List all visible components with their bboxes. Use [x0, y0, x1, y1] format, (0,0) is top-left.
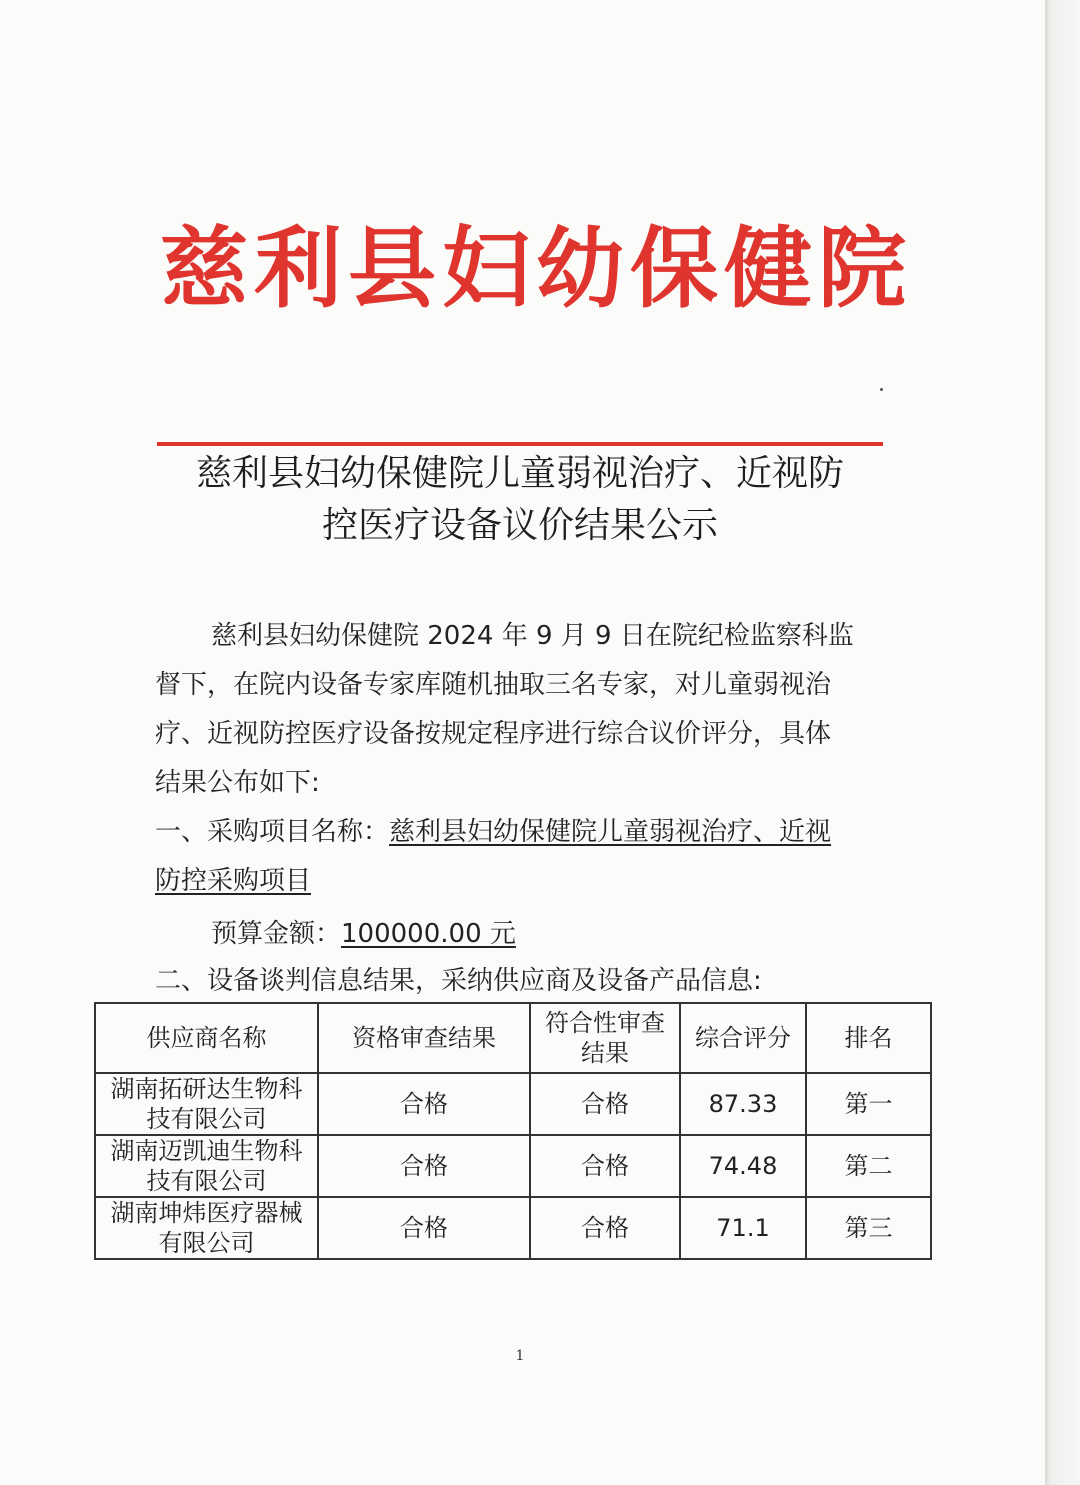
- masthead-title: 慈利县妇幼保健院: [160, 216, 913, 320]
- red-divider-line: [157, 442, 883, 446]
- table-row: [95, 1073, 931, 1135]
- supplier-name: 湖南迈凯迪生物科技有限公司: [95, 1135, 318, 1197]
- table-header-row: [95, 1003, 931, 1073]
- table-row: [95, 1135, 931, 1197]
- supplier-name: 湖南坤炜医疗器械有限公司: [95, 1197, 318, 1259]
- header-supplier: 供应商名称: [95, 1003, 318, 1073]
- header-compliance: 符合性审查结果: [530, 1003, 680, 1073]
- rank: 第一: [806, 1073, 931, 1135]
- rank: 第三: [806, 1197, 931, 1259]
- budget-line: [155, 910, 890, 959]
- rank: 第二: [806, 1135, 931, 1197]
- section-1-line: [155, 808, 890, 857]
- scan-edge-shadow: [1045, 0, 1080, 1485]
- document-title-line-1: 慈利县妇幼保健院儿童弱视治疗、近视防: [195, 453, 844, 494]
- page-number: 1: [515, 1348, 525, 1364]
- compliance-result: 合格: [530, 1197, 680, 1259]
- intro-line-2: 督下，在院内设备专家库随机抽取三名专家，对儿童弱视治: [155, 670, 832, 700]
- document-title: [150, 448, 890, 552]
- budget-label: 预算金额：: [211, 919, 342, 949]
- intro-line-4: 结果公布如下:: [155, 768, 320, 798]
- document-title-line-2: 控医疗设备议价结果公示: [321, 505, 718, 546]
- score: 71.1: [680, 1197, 806, 1259]
- qualification-result: 合格: [318, 1135, 530, 1197]
- result-table: [94, 1002, 932, 1260]
- header-qualification: 资格审查结果: [318, 1003, 530, 1073]
- scan-speck: [880, 388, 883, 391]
- qualification-result: 合格: [318, 1197, 530, 1259]
- header-score: 综合评分: [680, 1003, 806, 1073]
- budget-value: 100000.00 元: [341, 919, 516, 949]
- intro-line-3: 疗、近视防控医疗设备按规定程序进行综合议价评分，具体: [155, 719, 832, 749]
- compliance-result: 合格: [530, 1073, 680, 1135]
- qualification-result: 合格: [318, 1073, 530, 1135]
- project-name-cont: 防控采购项目: [155, 866, 312, 896]
- section-2-heading: 二、设备谈判信息结果，采纳供应商及设备产品信息:: [155, 966, 762, 996]
- project-name: 慈利县妇幼保健院儿童弱视治疗、近视: [389, 817, 832, 847]
- table-row: [95, 1197, 931, 1259]
- supplier-name: 湖南拓研达生物科技有限公司: [95, 1073, 318, 1135]
- score: 87.33: [680, 1073, 806, 1135]
- header-rank: 排名: [806, 1003, 931, 1073]
- section-1-label: 一、采购项目名称：: [155, 817, 390, 847]
- score: 74.48: [680, 1135, 806, 1197]
- compliance-result: 合格: [530, 1135, 680, 1197]
- section-1-line-2: [155, 857, 890, 906]
- intro-line-1: 慈利县妇幼保健院 2024 年 9 月 9 日在院纪检监察科监: [211, 621, 854, 651]
